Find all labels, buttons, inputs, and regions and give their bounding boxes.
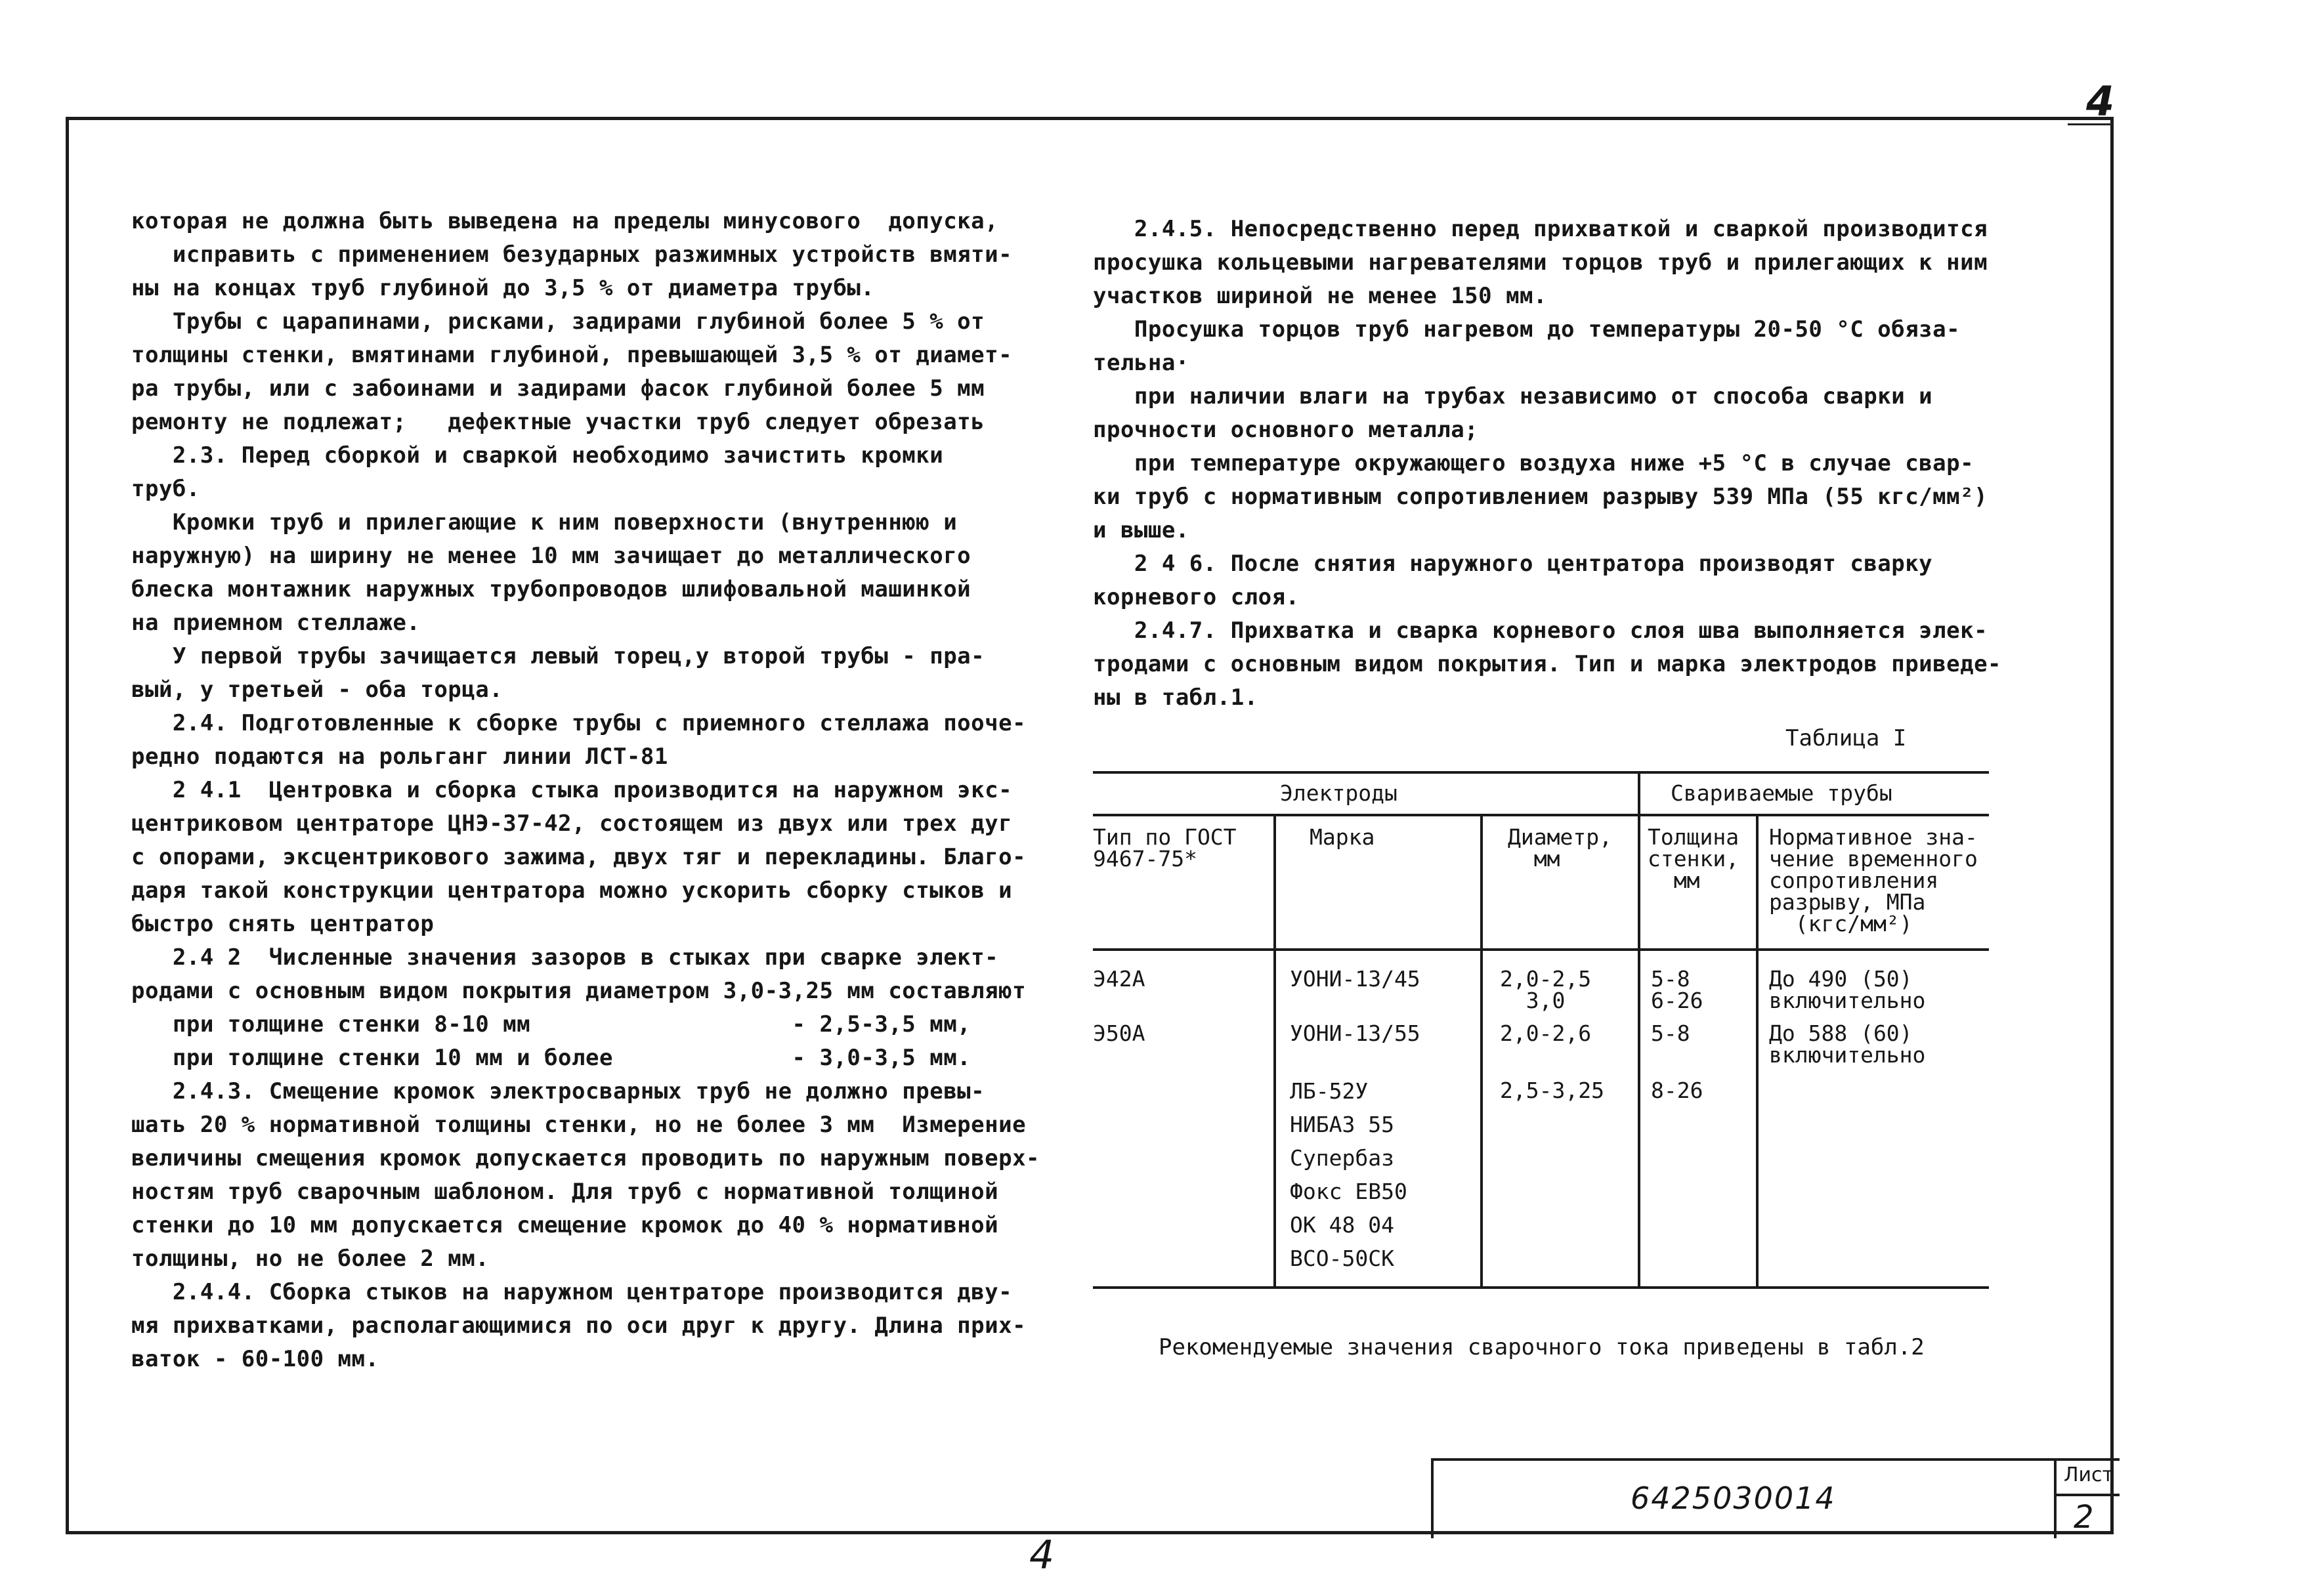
col-header-diameter: Диаметр, мм: [1508, 824, 1612, 872]
text-line: при толщине стенки 8-10 мм - 2,5-3,5 мм,: [131, 1011, 971, 1038]
row2-thickness: 5-8: [1651, 1020, 1690, 1046]
text-line: ра трубы, или с забоинами и задирами фасок глубиной более 5 мм: [131, 375, 985, 402]
text-line: при температуре окружающего воздуха ниже +5 °C в случае свар-: [1093, 450, 1974, 476]
text-line: толщины, но не более 2 мм.: [131, 1246, 490, 1272]
text-line: при толщине стенки 10 мм и более - 3,0-3,5 мм.: [131, 1045, 971, 1071]
text-line: которая не должна быть выведена на пределы минусового допуска,: [131, 208, 999, 234]
group-header-pipes: Свариваемые трубы: [1671, 780, 1892, 806]
row1-type: Э42А: [1093, 966, 1145, 992]
electrodes-table: [1093, 771, 1989, 1286]
text-line: толщины стенки, вмятинами глубиной, превышающей 3,5 % от диамет-: [131, 342, 1013, 368]
table-col-rule-2: [1480, 814, 1483, 1286]
text-line: 2.4 2 Численные значения зазоров в стыках при сварке элект-: [131, 944, 999, 971]
row2-brand: УОНИ-13/55: [1290, 1020, 1420, 1046]
text-line: мя прихватками, располагающимися по оси друг к другу. Длина прих-: [131, 1312, 1027, 1339]
row2-diameter: 2,0-2,6: [1500, 1020, 1592, 1046]
text-line: ностям труб сварочным шаблоном. Для труб с нормативной толщиной: [131, 1179, 999, 1205]
row3-thickness: 8-26: [1651, 1078, 1703, 1103]
text-line: 2.4.7. Прихватка и сварка корневого слоя шва выполняется элек-: [1093, 618, 1988, 644]
text-line: блеска монтажник наружных трубопроводов шлифовальной машинкой: [131, 576, 971, 602]
col-header-strength: Нормативное зна- чение временного сопротивления разрыву, МПа (кгс/мм²): [1769, 824, 1978, 936]
table-group-rule: [1093, 814, 1989, 816]
row3-diameter: 2,5-3,25: [1500, 1078, 1604, 1103]
page-number-underline: [2068, 123, 2114, 125]
text-line: участков шириной не менее 150 мм.: [1093, 283, 1548, 309]
sheet-number: 2: [2074, 1499, 2094, 1536]
page-number-bottom: 4: [1029, 1532, 1055, 1578]
text-line: и выше.: [1093, 517, 1189, 543]
text-line: с опорами, эксцентрикового зажима, двух тяг и перекладины. Благо-: [131, 844, 1027, 870]
text-line: на приемном стеллаже.: [131, 610, 421, 636]
text-line: прочности основного металла;: [1093, 417, 1479, 443]
text-line: Просушка торцов труб нагревом до температуры 20-50 °C обяза-: [1093, 316, 1961, 343]
text-line: тродами с основным видом покрытия. Тип и марка электродов приведе-: [1093, 651, 2002, 677]
text-line: труб.: [131, 476, 200, 502]
text-line: при наличии влаги на трубах независимо от способа сварки и: [1093, 383, 1933, 410]
text-line: просушка кольцевыми нагревателями торцов труб и прилегающих к ним: [1093, 249, 1988, 276]
col-header-thickness: Толщина стенки, мм: [1648, 824, 1739, 893]
text-line: центриковом центраторе ЦНЭ-37-42, состоящем из двух или трех дуг: [131, 810, 1013, 837]
text-line: вый, у третьей - оба торца.: [131, 677, 503, 703]
table-col-rule-3: [1638, 771, 1640, 1286]
text-line: шать 20 % нормативной толщины стенки, но не более 3 мм Измерение: [131, 1112, 1027, 1138]
text-line: величины смещения кромок допускается проводить по наружным поверх-: [131, 1145, 1040, 1171]
text-line: 2.3. Перед сборкой и сваркой необходимо зачистить кромки: [131, 442, 944, 469]
text-line: быстро снять центратор: [131, 911, 435, 937]
table-note: Рекомендуемые значения сварочного тока приведены в табл.2: [1159, 1334, 1925, 1360]
text-line: стенки до 10 мм допускается смещение кромок до 40 % нормативной: [131, 1212, 999, 1238]
text-line: У первой трубы зачищается левый торец,у второй трубы - пра-: [131, 643, 985, 669]
text-line: исправить с применением безударных разжимных устройств вмяти-: [131, 242, 1013, 268]
row2-type: Э50А: [1093, 1020, 1145, 1046]
text-line: даря такой конструкции центратора можно ускорить сборку стыков и: [131, 877, 1013, 904]
title-block-divider: [2054, 1461, 2057, 1538]
title-block: [1431, 1458, 2120, 1538]
text-line: 2.4. Подготовленные к сборке трубы с приемного стеллажа пооче-: [131, 710, 1027, 736]
sheet-label: Лист: [2064, 1463, 2114, 1486]
text-line: 2 4.1 Центровка и сборка стыка производится на наружном экс-: [131, 777, 1013, 803]
text-line: ны в табл.1.: [1093, 684, 1258, 711]
text-line: 2.4.5. Непосредственно перед прихваткой и сваркой производится: [1093, 216, 1988, 242]
table-header-rule: [1093, 948, 1989, 951]
group-header-electrodes: Электроды: [1280, 780, 1397, 806]
text-line: Кромки труб и прилегающие к ним поверхности (внутреннюю и: [131, 509, 958, 536]
left-column-text: [131, 205, 1040, 1376]
table-col-rule-1: [1273, 814, 1276, 1286]
page-number-top: 4: [2086, 77, 2115, 125]
right-column-text: [1093, 213, 2001, 715]
row1-brand: УОНИ-13/45: [1290, 966, 1420, 992]
text-line: корневого слоя.: [1093, 584, 1300, 610]
text-line: ремонту не подлежат; дефектные участки труб следует обрезать: [131, 409, 985, 435]
text-line: 2.4.4. Сборка стыков на наружном центраторе производится дву-: [131, 1279, 1013, 1305]
text-line: родами с основным видом покрытия диаметром 3,0-3,25 мм составляют: [131, 978, 1027, 1004]
text-line: редно подаются на рольганг линии ЛСТ-81: [131, 744, 668, 770]
text-line: 2.4.3. Смещение кромок электросварных труб не должно превы-: [131, 1078, 985, 1104]
table-bottom-rule: [1093, 1286, 1989, 1289]
text-line: ны на концах труб глубиной до 3,5 % от диаметра трубы.: [131, 275, 875, 301]
row1-diameter: 2,0-2,5 3,0: [1500, 966, 1592, 1013]
row3-brand: ЛБ-52У НИБАЗ 55 Супербаз Фокс EB50 ОК 48 04 ВСО-50СК: [1290, 1078, 1407, 1271]
title-block-sheet-divider: [2054, 1494, 2120, 1496]
text-line: 2 4 6. После снятия наружного центратора производят сварку: [1093, 551, 1933, 577]
col-header-type: Тип по ГОСТ 9467-75*: [1093, 824, 1237, 872]
table-col-rule-4: [1756, 814, 1759, 1286]
col-header-brand: Марка: [1310, 824, 1375, 850]
text-line: наружную) на ширину не менее 10 мм зачищает до металлического: [131, 543, 971, 569]
document-code: 6425030014: [1631, 1480, 1836, 1516]
table-caption: Таблица I: [1785, 725, 1907, 751]
text-line: тельна·: [1093, 350, 1189, 376]
row2-strength: До 588 (60) включительно: [1769, 1020, 1926, 1068]
row1-thickness: 5-8 6-26: [1651, 966, 1703, 1013]
text-line: ваток - 60-100 мм.: [131, 1346, 379, 1372]
text-line: Трубы с царапинами, рисками, задирами глубиной более 5 % от: [131, 308, 985, 335]
text-line: ки труб с нормативным сопротивлением разрыву 539 МПа (55 кгс/мм²): [1093, 484, 1988, 510]
row1-strength: До 490 (50) включительно: [1769, 966, 1926, 1013]
table-top-rule: [1093, 771, 1989, 774]
